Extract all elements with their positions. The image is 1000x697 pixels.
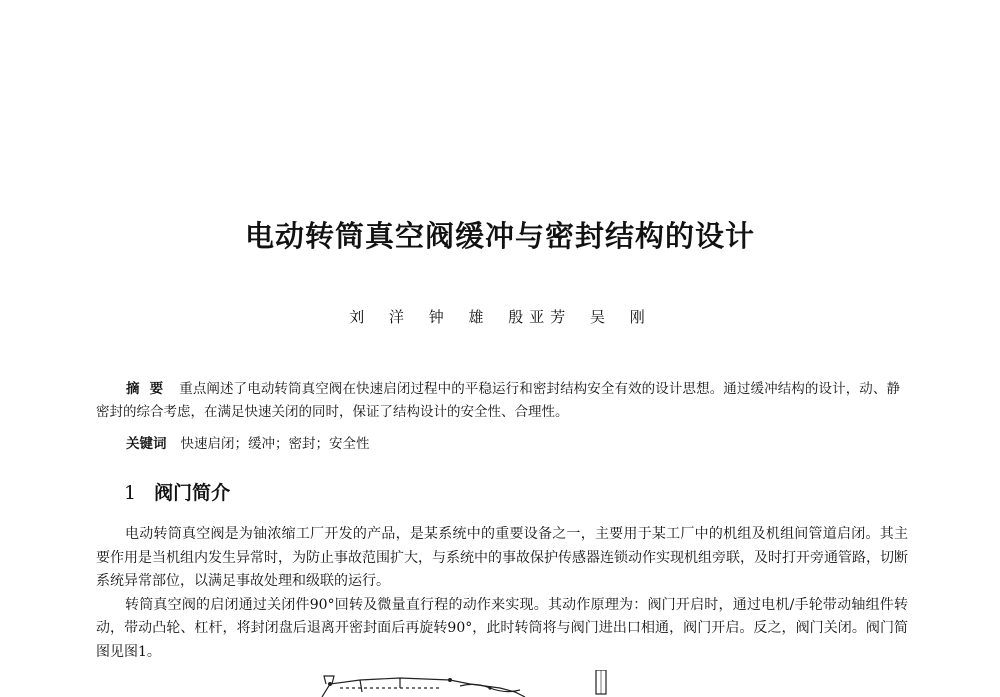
keywords-label: 关键词	[126, 436, 167, 452]
keywords-text: 快速启闭；缓冲；密封；安全性	[180, 436, 370, 452]
section-title: 阀门简介	[154, 482, 231, 504]
section-number: 1	[124, 482, 137, 504]
figure-1-valve-diagram	[300, 670, 630, 697]
figure-detail	[488, 686, 491, 689]
paper-title: 电动转筒真空阀缓冲与密封结构的设计	[244, 219, 755, 253]
abstract-text: 重点阐述了电动转筒真空阀在快速启闭过程中的平稳运行和密封结构安全有效的设计思想。通过缓冲结构的设计，动、静密封的综合考虑，在满足快速关闭的同时，保证了结构设计的安全性、合理性。	[96, 381, 901, 420]
section-heading	[124, 478, 230, 505]
section-body	[96, 523, 908, 664]
body-paragraph: 转筒真空阀的启闭通过关闭件90°回转及微量直行程的动作来实现。其动作原理为：阀门开启时，通过电机/手轮带动轴组件转动，带动凸轮、杠杆，将封闭盘后退离开密封面后再旋转90°，此时转筒将与阀门进出口相通，阀门开启。反之，阀门关闭。阀门简图见图1。	[96, 596, 908, 660]
keywords	[126, 432, 370, 452]
abstract-label: 摘要	[126, 381, 174, 397]
figure-detail	[328, 682, 332, 686]
author-list: 刘 洋 钟 雄 殷亚芳 吴 刚	[349, 308, 651, 326]
figure-detail	[448, 678, 452, 682]
figure-outline	[450, 680, 525, 697]
abstract	[96, 378, 900, 424]
body-paragraph: 电动转筒真空阀是为铀浓缩工厂开发的产品，是某系统中的重要设备之一，主要用于某工厂中的机组及机组间管道启闭。其主要作用是当机组内发生异常时，为防止事故范围扩大，与系统中的事故保护传感器连锁动作实现机组旁联，及时打开旁通管路，切断系统异常部位，以满足事故处理和级联的运行。	[96, 526, 908, 589]
